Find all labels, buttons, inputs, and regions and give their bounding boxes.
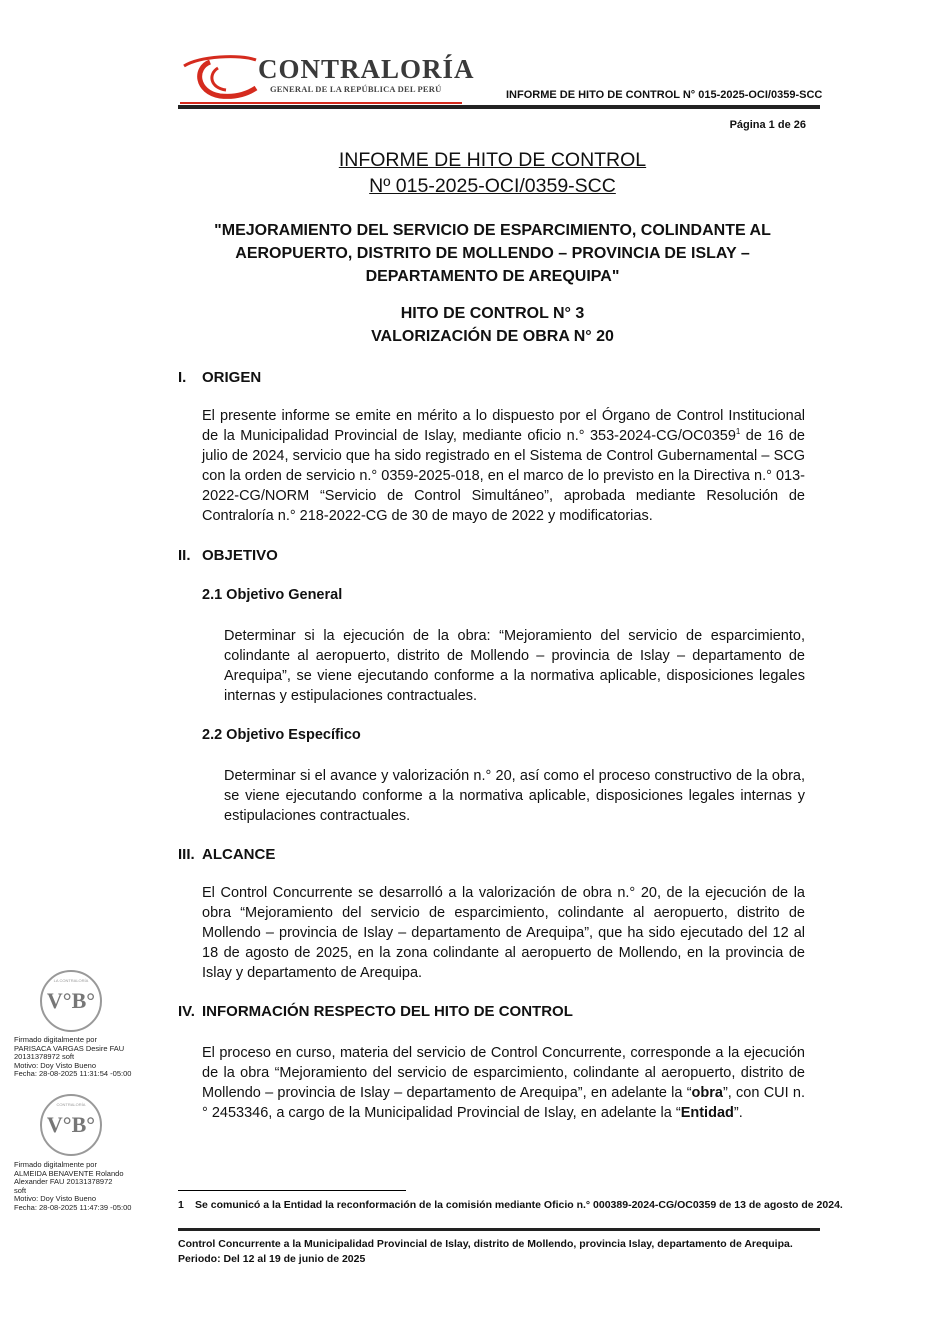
section-title: ORIGEN xyxy=(202,369,262,386)
section-heading-origen xyxy=(178,369,261,386)
sig-line: ALMEIDA BENAVENTE Rolando xyxy=(14,1168,124,1178)
contraloria-logo-swoosh-icon xyxy=(180,52,260,102)
logo-subtitle: GENERAL DE LA REPÚBLICA DEL PERÚ xyxy=(270,84,442,94)
origen-text-1: El presente informe se emite en mérito a lo dispuesto por el Órgano de Control Institucional de la Municipalidad Provincial de Islay, mediante oficio n.° 353-2024-CG/OC0359 xyxy=(202,408,805,444)
hito-label: HITO DE CONTROL N° 3 xyxy=(400,305,585,322)
hito-block xyxy=(180,302,805,348)
logo-underline xyxy=(180,102,462,104)
footnote xyxy=(178,1199,843,1211)
section-heading-alcance xyxy=(178,846,275,863)
footer-line-1: Control Concurrente a la Municipalidad Provincial de Islay, distrito de Mollendo, provincia Islay, departamento de Arequipa. xyxy=(178,1238,793,1250)
origen-text-2: de 16 de julio de 2024, servicio que ha sido registrado en el Sistema de Control Gubernamental – SCG con la orden de servicio n.° 0359-2025-018, en el marco de lo previsto en la Directiva n.° 013-2022-CG/NORM “Servicio de Control Simultáneo”, aprobada mediante Resolución de Contraloría n.° 218-2022-CG de 30 de mayo de 2022 y modificatorias. xyxy=(202,428,805,524)
sig-line: Motivo: Doy Visto Bueno xyxy=(14,1060,96,1070)
origen-paragraph xyxy=(202,406,805,526)
valorizacion-label: VALORIZACIÓN DE OBRA N° 20 xyxy=(371,328,614,345)
seal-text: V°B° xyxy=(46,988,96,1013)
section-number: I. xyxy=(178,369,187,386)
header-rule xyxy=(178,105,820,109)
header-report-ref: INFORME DE HITO DE CONTROL N° 015-2025-OCI/0359-SCC xyxy=(506,89,823,101)
digital-signature-2 xyxy=(14,1161,131,1213)
project-title-line-1: "MEJORAMIENTO DEL SERVICIO DE ESPARCIMIENTO, COLINDANTE AL xyxy=(214,222,771,239)
page-title xyxy=(180,147,805,199)
footnote-number: 1 xyxy=(178,1199,184,1211)
seal-top-text: CONTRALORÍA xyxy=(56,1102,86,1107)
informacion-bold-obra: obra xyxy=(691,1085,723,1101)
section-title: ALCANCE xyxy=(202,846,276,863)
sig-line: soft xyxy=(14,1185,27,1195)
sig-line: Alexander FAU 20131378972 xyxy=(14,1177,113,1187)
sig-line: 20131378972 soft xyxy=(14,1052,75,1062)
digital-signature-1 xyxy=(14,1036,131,1079)
section-number: II. xyxy=(178,547,191,564)
footnote-divider xyxy=(178,1190,406,1191)
informacion-paragraph xyxy=(202,1043,805,1123)
page-number: Página 1 de 26 xyxy=(729,119,806,131)
footer-line-2: Periodo: Del 12 al 19 de junio de 2025 xyxy=(178,1253,366,1265)
objetivo-especifico-paragraph: Determinar si el avance y valorización n.° 20, así como el proceso constructivo de la obra, se viene ejecutando conforme a la normativa aplicable, disposiciones legales internas y estipulaciones contractuales. xyxy=(224,768,805,824)
sig-line: Firmado digitalmente por xyxy=(14,1035,97,1044)
seal-top-text: LA CONTRALORÍA xyxy=(53,978,89,983)
visto-bueno-seal-icon xyxy=(40,970,102,1032)
sig-line: Motivo: Doy Visto Bueno xyxy=(14,1194,96,1204)
footer-rule xyxy=(178,1228,820,1231)
footnote-ref: 1 xyxy=(735,427,741,437)
alcance-paragraph: El Control Concurrente se desarrolló a la valorización de obra n.° 20, de la ejecución de la obra “Mejoramiento del servicio de esparcimiento, colindante al aeropuerto, distrito de Mollendo – provincia de Islay – departamento de Arequipa”, que ha sido ejecutado del 12 al 18 de agosto de 2025, en la zona colindante al aeropuerto de Mollendo, en la provincia de Islay y departamento de Arequipa. xyxy=(202,885,805,981)
seal-text: V°B° xyxy=(46,1112,96,1137)
objetivo-especifico-heading: 2.2 Objetivo Específico xyxy=(202,727,361,743)
visto-bueno-seal-icon xyxy=(40,1094,102,1156)
informacion-text-1: El proceso en curso, materia del servicio de Control Concurrente, corresponde a la ejecución de la obra “Mejoramiento del servicio de esparcimiento, colindante al aeropuerto, distrito de Mollendo – provincia de Islay – departamento de Arequipa”, en adelante la “ xyxy=(202,1045,805,1101)
sig-line: Fecha: 28-08-2025 11:31:54 -05:00 xyxy=(14,1069,132,1079)
section-heading-informacion xyxy=(178,1003,573,1020)
page-footer xyxy=(178,1237,793,1267)
project-title-line-3: DEPARTAMENTO DE AREQUIPA" xyxy=(365,268,620,285)
title-line-2: Nº 015-2025-OCI/0359-SCC xyxy=(369,175,616,197)
section-title: INFORMACIÓN RESPECTO DEL HITO DE CONTROL xyxy=(202,1003,573,1020)
section-number: III. xyxy=(178,846,195,863)
section-heading-objetivo xyxy=(178,547,278,564)
sig-line: Fecha: 28-08-2025 11:47:39 -05:00 xyxy=(14,1202,132,1212)
sig-line: PARISACA VARGAS Desire FAU xyxy=(14,1043,125,1053)
objetivo-general-paragraph: Determinar si la ejecución de la obra: “Mejoramiento del servicio de esparcimiento, colindante al aeropuerto, distrito de Mollendo – provincia de Islay – departamento de Arequipa”, se viene ejecutando conforme a la normativa aplicable, disposiciones legales internas y estipulaciones contractuales. xyxy=(224,628,805,704)
project-title-line-2: AEROPUERTO, DISTRITO DE MOLLENDO – PROVINCIA DE ISLAY – xyxy=(235,245,750,262)
section-number: IV. xyxy=(178,1003,195,1020)
informacion-text-2: ”, con CUI n.° 2453346, a cargo de la Municipalidad Provincial de Islay, en adelante la “ xyxy=(202,1085,806,1121)
logo-wordmark: CONTRALORÍA xyxy=(258,54,475,84)
section-title: OBJETIVO xyxy=(202,547,278,564)
informacion-text-3: ”. xyxy=(733,1105,743,1121)
project-title xyxy=(180,219,805,288)
title-line-1: INFORME DE HITO DE CONTROL xyxy=(338,149,647,171)
informacion-bold-entidad: Entidad xyxy=(680,1105,734,1121)
footnote-text: Se comunicó a la Entidad la reconformación de la comisión mediante Oficio n.° 000389-2024-CG/OC0359 de 13 de agosto de 2024. xyxy=(195,1199,843,1211)
objetivo-general-heading: 2.1 Objetivo General xyxy=(202,587,343,603)
sig-line: Firmado digitalmente por xyxy=(14,1160,97,1169)
